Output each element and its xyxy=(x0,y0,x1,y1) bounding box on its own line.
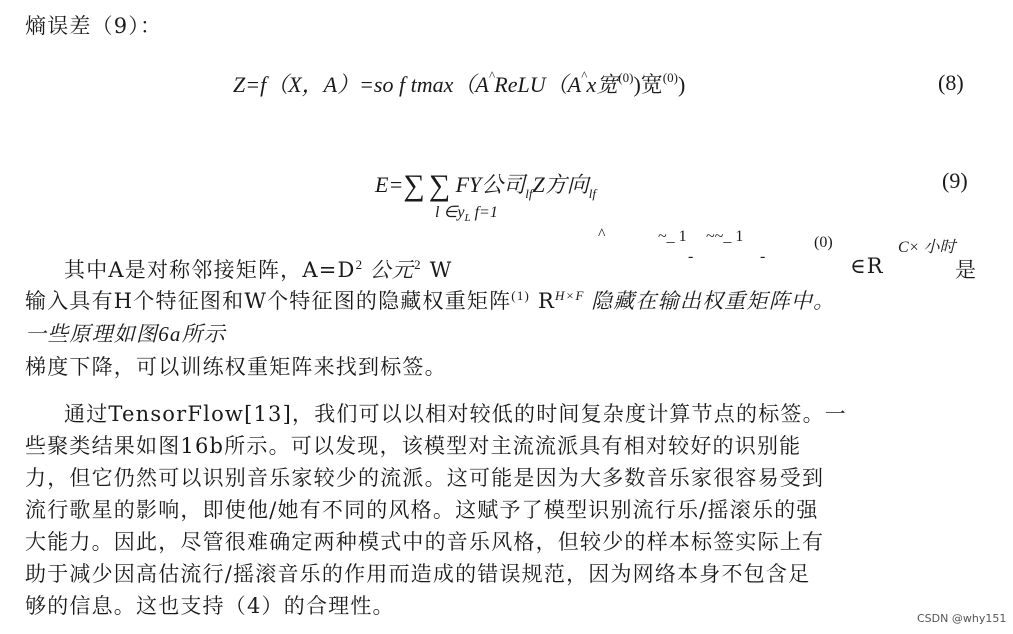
eq8-close1: )宽 xyxy=(633,72,663,97)
p1-l2sup: (1) xyxy=(511,288,531,303)
float-dash2: - xyxy=(760,248,766,265)
eq9-body: FY公司 xyxy=(455,172,526,197)
eq9-under-text: l ∈y xyxy=(435,204,465,221)
p1-in-r: ∈R xyxy=(850,254,884,278)
eq9-sub2: lf xyxy=(588,186,596,201)
p1-l1a: 其中A是对称邻接矩阵，A=D xyxy=(64,258,356,282)
p2-line5: 大能力。因此，尽管很难确定两种模式中的音乐风格，但较少的样本标签实际上有 xyxy=(25,530,825,554)
p1-l1c: W xyxy=(421,258,453,282)
equation-9 xyxy=(375,166,596,200)
eq9-under-text2: f=1 xyxy=(470,204,498,221)
float-hat: ^ xyxy=(598,226,606,243)
eq8-tail: x宽 xyxy=(586,72,619,97)
float-dash1: - xyxy=(688,248,694,265)
p1-l1b: 公元 xyxy=(363,258,415,282)
p2-line4: 流行歌星的影响，即使他/她有不同的风格。这赋予了模型识别流行乐/摇滚乐的强 xyxy=(25,498,819,522)
p2-line3: 力，但它仍然可以识别音乐家较少的流派。这可能是因为大多数音乐家很容易受到 xyxy=(25,466,825,490)
p1-shi: 是 xyxy=(955,258,978,282)
float-zero: (0) xyxy=(814,234,833,251)
equation-8-number: (8) xyxy=(938,70,964,95)
equation-8 xyxy=(233,68,685,99)
p1-l2a: 输入具有H个特征图和W个特征图的隐藏权重矩阵 xyxy=(25,289,512,313)
p1-line3: 一些原理如图6a所示 xyxy=(25,322,226,346)
p1-line2 xyxy=(25,285,835,315)
p1-line1 xyxy=(64,254,453,284)
eq9-sub1: lf xyxy=(525,186,533,201)
p1-l1sup2: 2 xyxy=(414,257,422,272)
eq8-close2: ) xyxy=(677,72,686,97)
p1-l2c: 隐藏在输出权重矩阵中。 xyxy=(584,289,836,313)
eq8-sup2: (0) xyxy=(662,70,678,85)
float-t2: ~~_ 1 xyxy=(706,228,744,245)
float-cx: C× 小时 xyxy=(898,239,956,256)
watermark: CSDN @why151 xyxy=(917,612,1007,625)
eq9-lhs: E= xyxy=(375,172,404,197)
p1-l2b: R xyxy=(530,289,555,313)
p1-line4: 梯度下降，可以训练权重矩阵来找到标签。 xyxy=(25,355,447,379)
section-heading: 熵误差（9）： xyxy=(25,14,163,38)
p1-l2sup2: H×F xyxy=(554,288,585,303)
eq8-hat2: ^ xyxy=(581,68,587,83)
float-t1: ~_ 1 xyxy=(658,228,687,245)
eq8-sup1: (0) xyxy=(618,70,634,85)
eq9-sum1: ∑ xyxy=(403,169,425,202)
eq9-under-sub: L xyxy=(464,212,471,224)
eq8-body: Z=f（X，A）=so f tmax（A xyxy=(233,72,489,97)
p1-l1sup: 2 xyxy=(355,257,364,272)
eq8-hat1: ^ xyxy=(488,68,495,83)
p2-line7: 够的信息。这也支持（4）的合理性。 xyxy=(25,594,395,618)
p2-line1: 通过TensorFlow[13]，我们可以以相对较低的时间复杂度计算节点的标签。一 xyxy=(64,402,847,426)
p2-line2: 些聚类结果如图16b所示。可以发现，该模型对主流流派具有相对较好的识别能 xyxy=(25,434,802,458)
p2-line6: 助于减少因高估流行/摇滚音乐的作用而造成的错误规范，因为网络本身不包含足 xyxy=(25,562,811,586)
eq9-sum2: ∑ xyxy=(428,169,451,202)
eq9-under xyxy=(435,202,498,222)
equation-9-number: (9) xyxy=(942,168,968,193)
eq9-mid: Z方向 xyxy=(532,172,589,197)
eq8-relu: ReLU（A xyxy=(494,72,582,97)
